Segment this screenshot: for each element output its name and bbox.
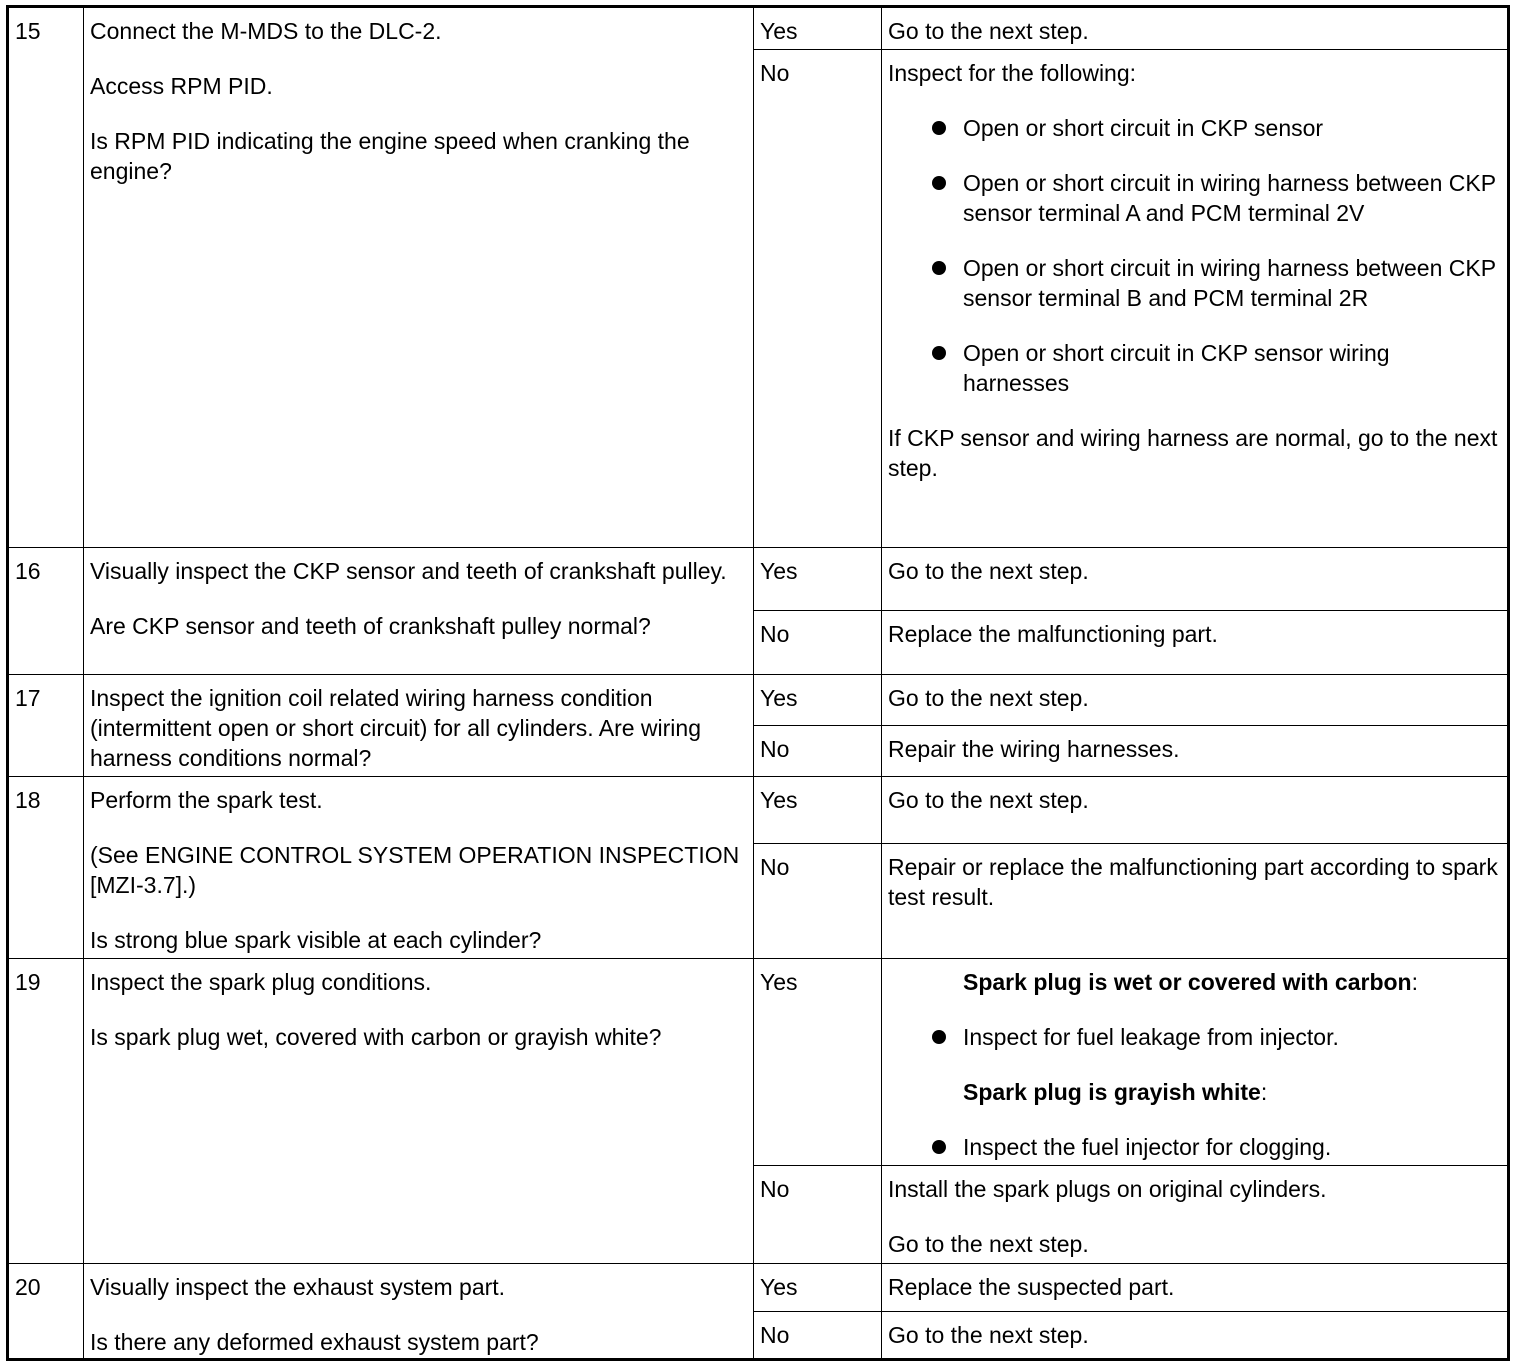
list-item: Inspect for fuel leakage from injector.: [928, 1022, 1501, 1052]
action-text: Visually inspect the exhaust system part.: [90, 1274, 506, 1300]
step-number: 18: [8, 777, 84, 959]
result-action-no: Repair the wiring harnesses.: [882, 726, 1509, 777]
result-label-yes: Yes: [754, 1264, 882, 1312]
action-question: Inspect the ignition coil related wiring harness condition (intermittent open or short circuit) for all cylinders. Are wiring harness conditions normal?: [90, 685, 701, 771]
result-label-yes: Yes: [754, 777, 882, 844]
action-question: Is RPM PID indicating the engine speed when cranking the engine?: [90, 128, 690, 184]
result-action-no: Replace the malfunctioning part.: [882, 611, 1509, 675]
bullet-dot-icon: [932, 1030, 946, 1044]
table-row-step-18: [8, 777, 1509, 844]
result-action-yes: Go to the next step.: [882, 777, 1509, 844]
list-item: Open or short circuit in CKP sensor: [928, 113, 1501, 143]
table-row-step-16: [8, 548, 1509, 611]
table-row-step-20: [8, 1264, 1509, 1312]
step-number: 16: [8, 548, 84, 675]
table-row-step-15: [8, 7, 1509, 50]
result-label-yes: Yes: [754, 7, 882, 50]
step-number: 19: [8, 959, 84, 1264]
bullet-dot-icon: [932, 1140, 946, 1154]
step-action: [84, 548, 754, 675]
result-action-yes: [882, 959, 1509, 1166]
result-action-no: [882, 50, 1509, 548]
result-action-yes: Replace the suspected part.: [882, 1264, 1509, 1312]
result-text: Install the spark plugs on original cylinders.: [888, 1176, 1327, 1202]
result-text: Go to the next step.: [888, 1231, 1089, 1257]
step-action: [84, 1264, 754, 1360]
closing-text: If CKP sensor and wiring harness are normal, go to the next step.: [888, 425, 1498, 481]
result-label-yes: Yes: [754, 548, 882, 611]
step-number: 15: [8, 7, 84, 548]
bullet-dot-icon: [932, 261, 946, 275]
result-action-yes: Go to the next step.: [882, 7, 1509, 50]
result-label-yes: Yes: [754, 675, 882, 726]
inspection-list: [888, 1022, 1501, 1052]
list-item: Inspect the fuel injector for clogging.: [928, 1132, 1501, 1162]
case-heading-carbon: Spark plug is wet or covered with carbon:: [963, 969, 1418, 995]
step-action: [84, 959, 754, 1264]
action-question: Is there any deformed exhaust system part?: [90, 1329, 539, 1355]
result-action-yes: Go to the next step.: [882, 548, 1509, 611]
step-action: [84, 675, 754, 777]
result-label-no: No: [754, 726, 882, 777]
result-label-no: No: [754, 1166, 882, 1264]
bullet-dot-icon: [932, 346, 946, 360]
result-label-yes: Yes: [754, 959, 882, 1166]
result-label-no: No: [754, 844, 882, 959]
list-item: Open or short circuit in wiring harness between CKP sensor terminal B and PCM terminal 2R: [928, 253, 1501, 313]
table-row-step-19: [8, 959, 1509, 1166]
inspect-intro: Inspect for the following:: [888, 60, 1137, 86]
bullet-dot-icon: [932, 121, 946, 135]
step-action: [84, 7, 754, 548]
table-row-step-17: [8, 675, 1509, 726]
diagnostic-procedure-table: [6, 5, 1510, 1361]
result-action-no: Repair or replace the malfunctioning part according to spark test result.: [882, 844, 1509, 959]
result-label-no: No: [754, 611, 882, 675]
result-action-yes: Go to the next step.: [882, 675, 1509, 726]
action-text: Connect the M-MDS to the DLC-2.: [90, 18, 442, 44]
bullet-dot-icon: [932, 176, 946, 190]
action-text: Inspect the spark plug conditions.: [90, 969, 432, 995]
result-action-no: [882, 1166, 1509, 1264]
action-question: Are CKP sensor and teeth of crankshaft pulley normal?: [90, 613, 651, 639]
action-text: (See ENGINE CONTROL SYSTEM OPERATION INSPECTION [MZI-3.7].): [90, 842, 740, 898]
result-label-no: No: [754, 50, 882, 548]
case-heading-grayish: Spark plug is grayish white:: [963, 1079, 1268, 1105]
result-label-no: No: [754, 1312, 882, 1360]
inspection-list: [888, 1132, 1501, 1162]
list-item: Open or short circuit in wiring harness between CKP sensor terminal A and PCM terminal 2V: [928, 168, 1501, 228]
list-item: Open or short circuit in CKP sensor wiring harnesses: [928, 338, 1501, 398]
action-text: Access RPM PID.: [90, 73, 273, 99]
step-action: [84, 777, 754, 959]
action-text: Perform the spark test.: [90, 787, 323, 813]
action-text: Visually inspect the CKP sensor and teeth of crankshaft pulley.: [90, 558, 727, 584]
action-question: Is spark plug wet, covered with carbon or grayish white?: [90, 1024, 662, 1050]
action-question: Is strong blue spark visible at each cylinder?: [90, 927, 542, 953]
step-number: 17: [8, 675, 84, 777]
inspection-list: [888, 113, 1501, 398]
step-number: 20: [8, 1264, 84, 1360]
result-action-no: Go to the next step.: [882, 1312, 1509, 1360]
